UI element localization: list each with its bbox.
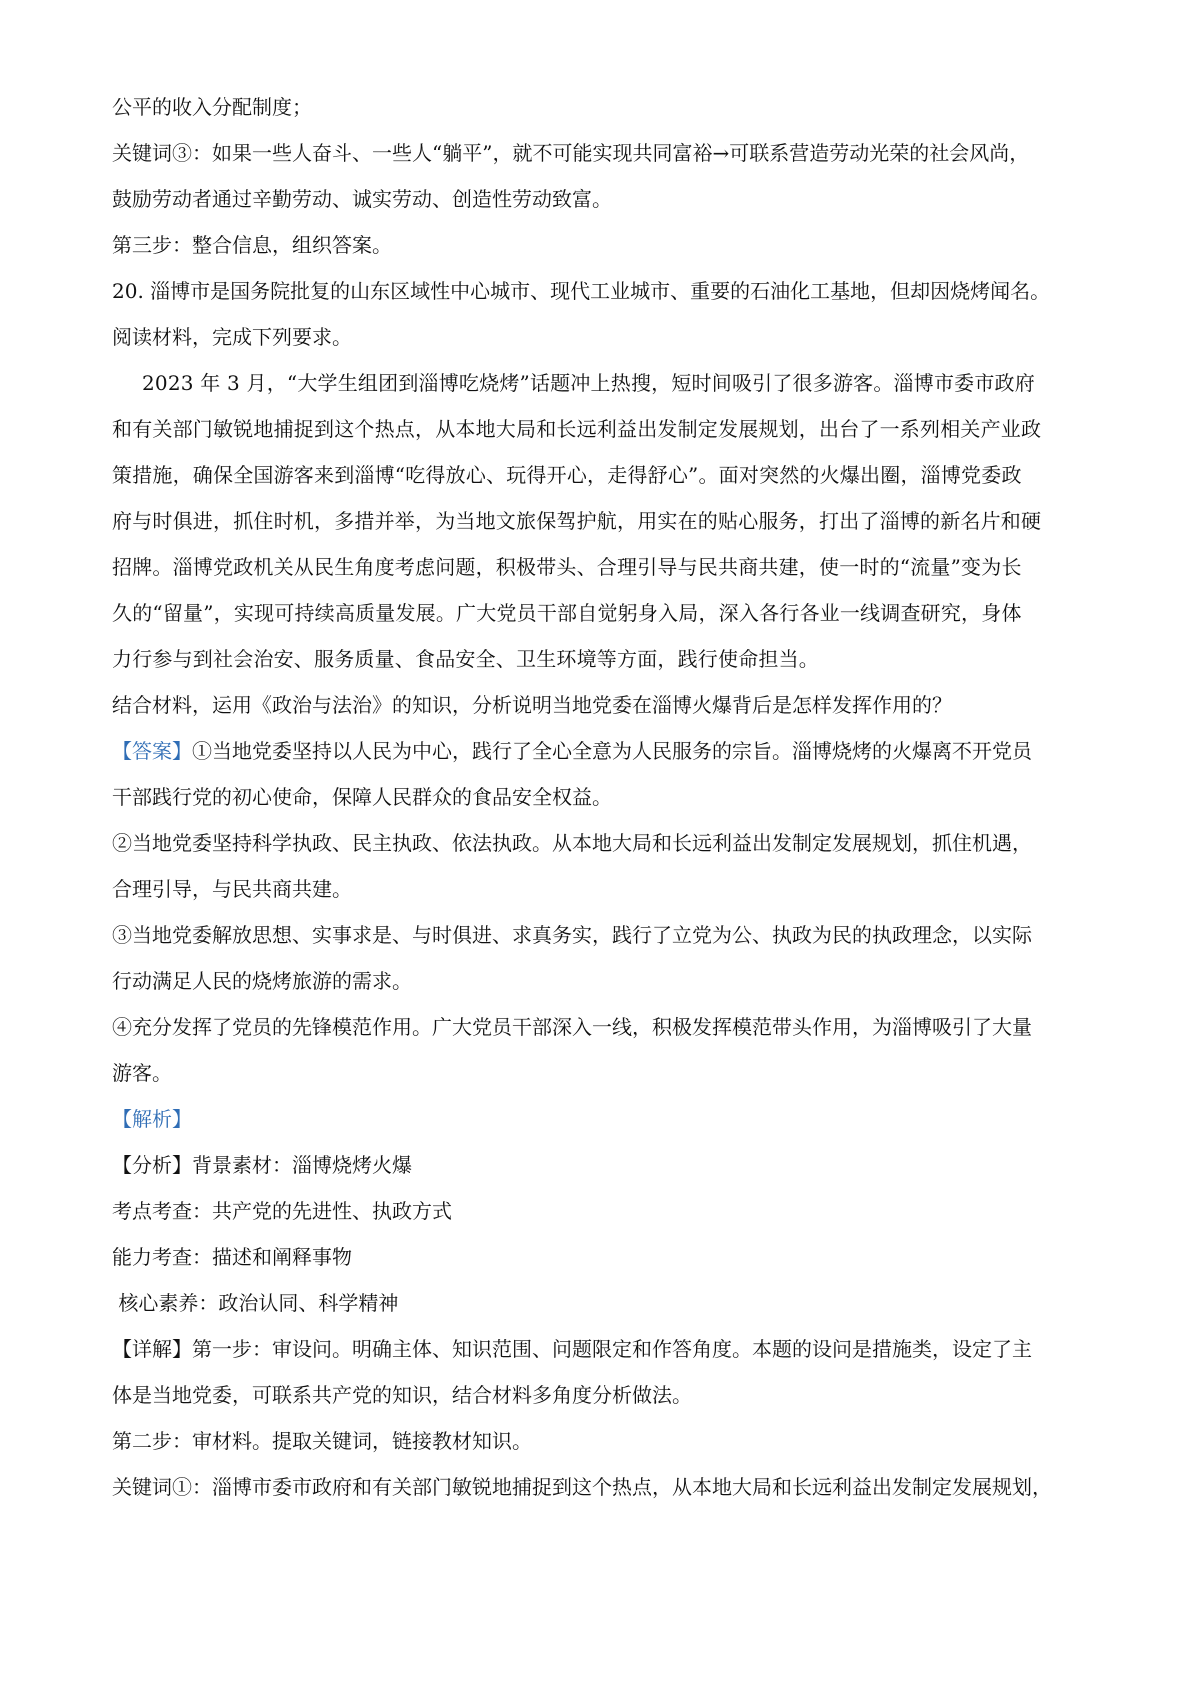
analysis-line: 第二步：审材料。提取关键词，链接教材知识。 [112, 1429, 532, 1453]
answer-line: ③当地党委解放思想、实事求是、与时俱进、求真务实，践行了立党为公、执政为民的执政理念，以实际 [112, 923, 1032, 947]
material-line: 2023 年 3 月，“大学生组团到淄博吃烧烤”话题冲上热搜，短时间吸引了很多游客。淄博市委市政府 [142, 371, 1035, 395]
answer-tag: 【答案】 [112, 739, 192, 763]
material-line: 府与时俱进，抓住时机，多措并举，为当地文旅保驾护航，用实在的贴心服务，打出了淄博的新名片和硬 [112, 509, 1042, 533]
answer-line [112, 737, 1032, 765]
answer-line: ②当地党委坚持科学执政、民主执政、依法执政。从本地大局和长远利益出发制定发展规划，抓住机遇， [112, 831, 1032, 855]
material-line: 招牌。淄博党政机关从民生角度考虑问题，积极带头、合理引导与民共商共建，使一时的“流量”变为长 [112, 555, 1022, 579]
material-line: 久的“留量”，实现可持续高质量发展。广大党员干部自觉躬身入局，深入各行各业一线调查研究，身体 [112, 601, 1022, 625]
material-line: 力行参与到社会治安、服务质量、食品安全、卫生环境等方面，践行使命担当。 [112, 647, 819, 671]
answer-line: ④充分发挥了党员的先锋模范作用。广大党员干部深入一线，积极发挥模范带头作用，为淄博吸引了大量 [112, 1015, 1032, 1039]
analysis-line: 能力考查：描述和阐释事物 [112, 1245, 352, 1269]
text-line: 鼓励劳动者通过辛勤劳动、诚实劳动、创造性劳动致富。 [112, 187, 612, 211]
question-prompt: 结合材料，运用《政治与法治》的知识，分析说明当地党委在淄博火爆背后是怎样发挥作用的？ [112, 693, 952, 717]
answer-line: 干部践行党的初心使命，保障人民群众的食品安全权益。 [112, 785, 612, 809]
analysis-line: 考点考查：共产党的先进性、执政方式 [112, 1199, 452, 1223]
text-line: 关键词③：如果一些人奋斗、一些人“躺平”，就不可能实现共同富裕→可联系营造劳动光荣的社会风尚， [112, 141, 1030, 165]
text-line: 公平的收入分配制度； [112, 95, 312, 119]
question-instruction: 阅读材料，完成下列要求。 [112, 325, 352, 349]
question-title: 20. 淄博市是国务院批复的山东区域性中心城市、现代工业城市、重要的石油化工基地，但却因烧烤闻名。 [112, 279, 1051, 303]
material-line: 和有关部门敏锐地捕捉到这个热点，从本地大局和长远利益出发制定发展规划，出台了一系列相关产业政 [112, 417, 1042, 441]
analysis-tag: 【解析】 [112, 1107, 192, 1131]
answer-text: ①当地党委坚持以人民为中心，践行了全心全意为人民服务的宗旨。淄博烧烤的火爆离不开党员 [192, 739, 1032, 763]
material-line: 策措施，确保全国游客来到淄博“吃得放心、玩得开心，走得舒心”。面对突然的火爆出圈，淄博党委政 [112, 463, 1022, 487]
analysis-line: 体是当地党委，可联系共产党的知识，结合材料多角度分析做法。 [112, 1383, 692, 1407]
answer-line: 行动满足人民的烧烤旅游的需求。 [112, 969, 412, 993]
analysis-line: 【分析】背景素材：淄博烧烤火爆 [112, 1153, 412, 1177]
text-line: 第三步：整合信息，组织答案。 [112, 233, 392, 257]
analysis-line: 核心素养：政治认同、科学精神 [112, 1291, 399, 1315]
analysis-line: 【详解】第一步：审设问。明确主体、知识范围、问题限定和作答角度。本题的设问是措施类，设定了主 [112, 1337, 1032, 1361]
analysis-line: 关键词①：淄博市委市政府和有关部门敏锐地捕捉到这个热点，从本地大局和长远利益出发制定发展规划， [112, 1475, 1052, 1499]
answer-line: 游客。 [112, 1061, 172, 1085]
answer-line: 合理引导，与民共商共建。 [112, 877, 352, 901]
